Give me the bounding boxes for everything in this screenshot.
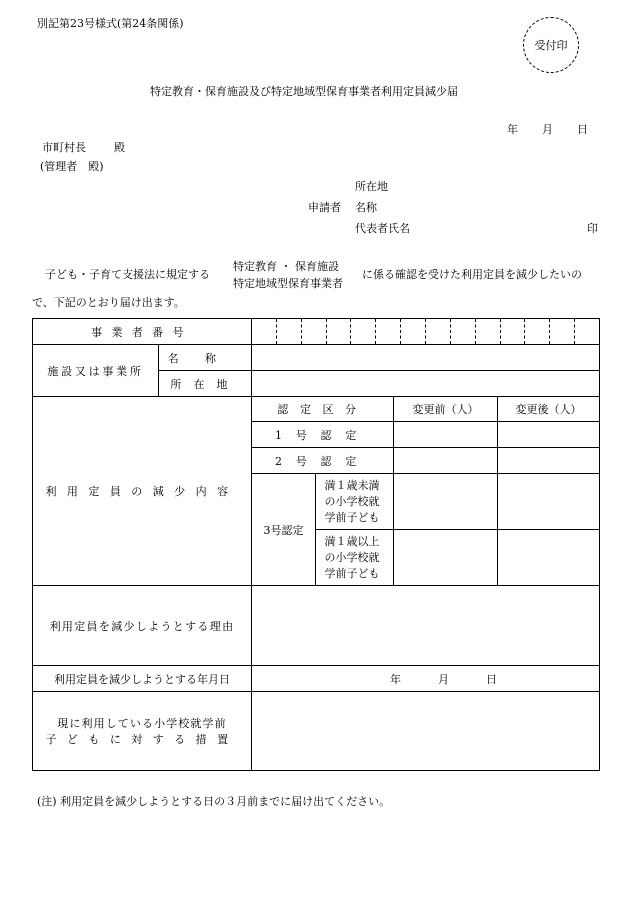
seal-mark: 印 bbox=[587, 222, 598, 235]
measures-label-line1: 現に利用している小学校就学前 bbox=[57, 717, 227, 730]
digit-cell[interactable] bbox=[401, 319, 426, 344]
applicant-name-label: 名称 bbox=[355, 201, 377, 214]
business-number-cells[interactable] bbox=[252, 319, 600, 345]
over1-before-field[interactable] bbox=[394, 530, 498, 586]
before-header: 変更前（人） bbox=[394, 397, 498, 422]
digit-cell[interactable] bbox=[252, 319, 277, 344]
intro-prefix: 子ども・子育て支援法に規定する bbox=[45, 268, 210, 281]
reception-stamp bbox=[523, 17, 579, 73]
facility-address-label: 所在地 bbox=[159, 371, 252, 397]
under1-label: 満１歳未満の小学校就学前子ども bbox=[316, 474, 394, 530]
reduction-label: 利用定員の減少内容 bbox=[33, 397, 252, 586]
reduction-date-month: 月 bbox=[438, 673, 449, 686]
date-year: 年 bbox=[507, 123, 518, 136]
digit-cell[interactable] bbox=[550, 319, 575, 344]
digit-cell[interactable] bbox=[426, 319, 451, 344]
intro-option-business: 特定地域型保育事業者 bbox=[233, 277, 343, 290]
business-number-label: 事業者番号 bbox=[33, 319, 252, 345]
digit-cell[interactable] bbox=[302, 319, 327, 344]
addressee-mayor: 市町村長 bbox=[42, 141, 86, 154]
digit-cell[interactable] bbox=[351, 319, 376, 344]
cert1-after-field[interactable] bbox=[498, 422, 600, 448]
cert3-label: 3号認定 bbox=[252, 474, 316, 586]
digit-cell[interactable] bbox=[575, 319, 599, 344]
intro-suffix: に係る確認を受けた利用定員を減少したいの bbox=[362, 268, 582, 281]
addressee-honorific: 殿 bbox=[114, 141, 125, 154]
footnote: (注) 利用定員を減少しようとする日の３月前までに届け出てください。 bbox=[37, 795, 391, 808]
digit-cell[interactable] bbox=[327, 319, 352, 344]
digit-cell[interactable] bbox=[277, 319, 302, 344]
reason-label: 利用定員を減少しようとする理由 bbox=[33, 586, 252, 666]
over1-after-field[interactable] bbox=[498, 530, 600, 586]
under1-before-field[interactable] bbox=[394, 474, 498, 530]
date-day: 日 bbox=[577, 123, 588, 136]
reduction-date-year: 年 bbox=[390, 673, 401, 686]
reduction-date-label: 利用定員を減少しようとする年月日 bbox=[33, 666, 252, 692]
digit-cell[interactable] bbox=[451, 319, 476, 344]
after-header: 変更後（人） bbox=[498, 397, 600, 422]
measures-label-line2: 子どもに対する措置 bbox=[45, 733, 239, 746]
intro-option-facility: 特定教育 ・ 保育施設 bbox=[233, 260, 339, 273]
reduction-date-field[interactable] bbox=[252, 666, 600, 692]
applicant-label: 申請者 bbox=[308, 201, 341, 214]
applicant-address-label: 所在地 bbox=[355, 180, 388, 193]
under1-after-field[interactable] bbox=[498, 474, 600, 530]
facility-name-label: 名称 bbox=[159, 345, 252, 371]
cert2-before-field[interactable] bbox=[394, 448, 498, 474]
cert-category-header: 認定区分 bbox=[252, 397, 394, 422]
intro-line2: で、下記のとおり届け出ます。 bbox=[32, 296, 185, 309]
stamp-label: 受付印 bbox=[534, 39, 568, 52]
digit-cell[interactable] bbox=[476, 319, 501, 344]
cert1-label: 1号認定 bbox=[252, 422, 394, 448]
measures-field[interactable] bbox=[252, 692, 600, 771]
over1-label: 満１歳以上の小学校就学前子ども bbox=[316, 530, 394, 586]
form-number: 別記第23号様式(第24条関係) bbox=[37, 17, 184, 30]
cert2-after-field[interactable] bbox=[498, 448, 600, 474]
facility-name-field[interactable] bbox=[252, 345, 600, 371]
digit-cell[interactable] bbox=[376, 319, 401, 344]
cert2-label: 2号認定 bbox=[252, 448, 394, 474]
cert1-before-field[interactable] bbox=[394, 422, 498, 448]
addressee-manager: (管理者 殿) bbox=[40, 160, 104, 173]
reduction-date-day: 日 bbox=[486, 673, 497, 686]
facility-label: 施設又は事業所 bbox=[33, 345, 159, 397]
measures-label bbox=[33, 692, 252, 771]
applicant-representative-label: 代表者氏名 bbox=[355, 222, 410, 235]
document-title: 特定教育・保育施設及び特定地域型保育事業者利用定員減少届 bbox=[150, 85, 458, 98]
reason-field[interactable] bbox=[252, 586, 600, 666]
digit-cell[interactable] bbox=[525, 319, 550, 344]
digit-cell[interactable] bbox=[501, 319, 526, 344]
reduction-form-table bbox=[32, 318, 600, 771]
date-month: 月 bbox=[542, 123, 553, 136]
business-number-row bbox=[33, 319, 600, 345]
facility-address-field[interactable] bbox=[252, 371, 600, 397]
